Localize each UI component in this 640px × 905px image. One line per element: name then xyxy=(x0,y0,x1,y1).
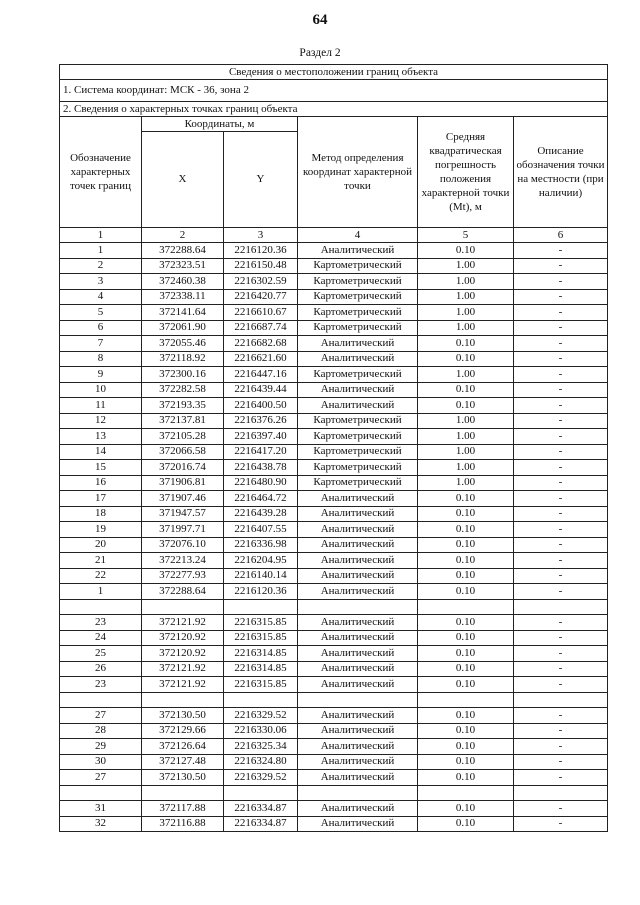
point-id-cell: 20 xyxy=(60,537,142,553)
method-cell: Картометрический xyxy=(298,367,418,383)
point-id-cell: 8 xyxy=(60,351,142,367)
table-row xyxy=(60,568,608,584)
error-cell: 0.10 xyxy=(418,708,514,724)
y-cell: 2216325.34 xyxy=(224,739,298,755)
empty-cell xyxy=(142,692,224,708)
table-row xyxy=(60,584,608,600)
x-cell: 372016.74 xyxy=(142,460,224,476)
point-id-cell: 5 xyxy=(60,305,142,321)
y-cell: 2216315.85 xyxy=(224,630,298,646)
error-cell: 0.10 xyxy=(418,630,514,646)
method-cell: Аналитический xyxy=(298,351,418,367)
description-cell: - xyxy=(514,615,608,631)
table-row xyxy=(60,367,608,383)
table-row xyxy=(60,522,608,538)
method-cell: Аналитический xyxy=(298,553,418,569)
x-cell: 372120.92 xyxy=(142,646,224,662)
point-id-cell: 6 xyxy=(60,320,142,336)
description-cell: - xyxy=(514,537,608,553)
point-id-cell: 21 xyxy=(60,553,142,569)
y-cell: 2216120.36 xyxy=(224,243,298,259)
method-cell: Аналитический xyxy=(298,568,418,584)
header-coordinates: Координаты, м xyxy=(142,117,298,132)
description-cell: - xyxy=(514,398,608,414)
table-row xyxy=(60,336,608,352)
table-row xyxy=(60,460,608,476)
x-cell: 372117.88 xyxy=(142,801,224,817)
table-row xyxy=(60,677,608,693)
error-cell: 0.10 xyxy=(418,646,514,662)
method-cell: Аналитический xyxy=(298,630,418,646)
y-cell: 2216314.85 xyxy=(224,646,298,662)
y-cell: 2216420.77 xyxy=(224,289,298,305)
empty-cell xyxy=(418,599,514,615)
header-method: Метод определения координат характерной точки xyxy=(298,117,418,228)
point-id-cell: 26 xyxy=(60,661,142,677)
empty-cell xyxy=(298,785,418,801)
error-cell: 1.00 xyxy=(418,460,514,476)
error-cell: 0.10 xyxy=(418,553,514,569)
error-cell: 0.10 xyxy=(418,522,514,538)
description-cell: - xyxy=(514,351,608,367)
point-id-cell: 17 xyxy=(60,491,142,507)
x-cell: 372129.66 xyxy=(142,723,224,739)
x-cell: 372061.90 xyxy=(142,320,224,336)
y-cell: 2216315.85 xyxy=(224,677,298,693)
table-row xyxy=(60,491,608,507)
empty-cell xyxy=(418,785,514,801)
error-cell: 0.10 xyxy=(418,537,514,553)
x-cell: 371997.71 xyxy=(142,522,224,538)
coord-system-row xyxy=(60,80,608,102)
x-cell: 372460.38 xyxy=(142,274,224,290)
column-number: 6 xyxy=(514,228,608,243)
method-cell: Картометрический xyxy=(298,289,418,305)
empty-cell xyxy=(60,599,142,615)
x-cell: 372323.51 xyxy=(142,258,224,274)
method-cell: Аналитический xyxy=(298,537,418,553)
error-cell: 0.10 xyxy=(418,770,514,786)
error-cell: 0.10 xyxy=(418,754,514,770)
method-cell: Аналитический xyxy=(298,754,418,770)
empty-cell xyxy=(418,692,514,708)
y-cell: 2216480.90 xyxy=(224,475,298,491)
y-cell: 2216324.80 xyxy=(224,754,298,770)
description-cell: - xyxy=(514,320,608,336)
description-cell: - xyxy=(514,444,608,460)
description-cell: - xyxy=(514,274,608,290)
y-cell: 2216314.85 xyxy=(224,661,298,677)
y-cell: 2216120.36 xyxy=(224,584,298,600)
description-cell: - xyxy=(514,460,608,476)
error-cell: 0.10 xyxy=(418,568,514,584)
point-id-cell: 27 xyxy=(60,770,142,786)
table-row xyxy=(60,289,608,305)
description-cell: - xyxy=(514,754,608,770)
description-cell: - xyxy=(514,491,608,507)
method-cell: Аналитический xyxy=(298,801,418,817)
method-cell: Аналитический xyxy=(298,708,418,724)
empty-cell xyxy=(224,692,298,708)
error-cell: 1.00 xyxy=(418,274,514,290)
point-id-cell: 25 xyxy=(60,646,142,662)
point-id-cell: 16 xyxy=(60,475,142,491)
table-row xyxy=(60,723,608,739)
point-id-cell: 3 xyxy=(60,274,142,290)
empty-cell xyxy=(514,599,608,615)
y-cell: 2216329.52 xyxy=(224,708,298,724)
table-row xyxy=(60,243,608,259)
table-title: Сведения о местоположении границ объекта xyxy=(60,65,608,80)
y-cell: 2216336.98 xyxy=(224,537,298,553)
description-cell: - xyxy=(514,739,608,755)
error-cell: 1.00 xyxy=(418,367,514,383)
x-cell: 372066.58 xyxy=(142,444,224,460)
method-cell: Картометрический xyxy=(298,460,418,476)
method-cell: Аналитический xyxy=(298,615,418,631)
error-cell: 1.00 xyxy=(418,429,514,445)
column-number: 1 xyxy=(60,228,142,243)
x-cell: 372105.28 xyxy=(142,429,224,445)
point-id-cell: 19 xyxy=(60,522,142,538)
point-id-cell: 18 xyxy=(60,506,142,522)
description-cell: - xyxy=(514,801,608,817)
point-id-cell: 23 xyxy=(60,615,142,631)
y-cell: 2216439.44 xyxy=(224,382,298,398)
y-cell: 2216204.95 xyxy=(224,553,298,569)
empty-cell xyxy=(298,692,418,708)
table-row xyxy=(60,661,608,677)
description-cell: - xyxy=(514,258,608,274)
x-cell: 371906.81 xyxy=(142,475,224,491)
method-cell: Картометрический xyxy=(298,305,418,321)
error-cell: 0.10 xyxy=(418,584,514,600)
table-row xyxy=(60,351,608,367)
error-cell: 0.10 xyxy=(418,243,514,259)
error-cell: 1.00 xyxy=(418,413,514,429)
table-row xyxy=(60,382,608,398)
point-id-cell: 27 xyxy=(60,708,142,724)
point-id-cell: 4 xyxy=(60,289,142,305)
description-cell: - xyxy=(514,522,608,538)
description-cell: - xyxy=(514,584,608,600)
description-cell: - xyxy=(514,677,608,693)
y-cell: 2216315.85 xyxy=(224,615,298,631)
error-cell: 0.10 xyxy=(418,723,514,739)
x-cell: 372141.64 xyxy=(142,305,224,321)
x-cell: 372277.93 xyxy=(142,568,224,584)
point-id-cell: 14 xyxy=(60,444,142,460)
header-error: Средняя квадратическая погрешность положения характерной точки (Mt), м xyxy=(418,117,514,228)
error-cell: 1.00 xyxy=(418,305,514,321)
y-cell: 2216397.40 xyxy=(224,429,298,445)
description-cell: - xyxy=(514,708,608,724)
method-cell: Аналитический xyxy=(298,584,418,600)
description-cell: - xyxy=(514,553,608,569)
x-cell: 372126.64 xyxy=(142,739,224,755)
y-cell: 2216439.28 xyxy=(224,506,298,522)
header-row-1 xyxy=(60,117,608,132)
description-cell: - xyxy=(514,367,608,383)
empty-cell xyxy=(60,785,142,801)
description-cell: - xyxy=(514,429,608,445)
section-label: Раздел 2 xyxy=(299,47,341,59)
y-cell: 2216464.72 xyxy=(224,491,298,507)
empty-cell xyxy=(142,599,224,615)
description-cell: - xyxy=(514,661,608,677)
empty-cell xyxy=(514,785,608,801)
method-cell: Картометрический xyxy=(298,429,418,445)
x-cell: 372130.50 xyxy=(142,770,224,786)
y-cell: 2216407.55 xyxy=(224,522,298,538)
x-cell: 372121.92 xyxy=(142,677,224,693)
method-cell: Аналитический xyxy=(298,770,418,786)
column-number: 4 xyxy=(298,228,418,243)
y-cell: 2216334.87 xyxy=(224,801,298,817)
y-cell: 2216376.26 xyxy=(224,413,298,429)
error-cell: 0.10 xyxy=(418,739,514,755)
table-row xyxy=(60,429,608,445)
column-number: 3 xyxy=(224,228,298,243)
method-cell: Аналитический xyxy=(298,522,418,538)
x-cell: 372300.16 xyxy=(142,367,224,383)
table-row xyxy=(60,413,608,429)
method-cell: Картометрический xyxy=(298,413,418,429)
error-cell: 0.10 xyxy=(418,661,514,677)
point-id-cell: 29 xyxy=(60,739,142,755)
y-cell: 2216682.68 xyxy=(224,336,298,352)
table-row xyxy=(60,801,608,817)
table-row xyxy=(60,506,608,522)
error-cell: 0.10 xyxy=(418,336,514,352)
method-cell: Аналитический xyxy=(298,739,418,755)
point-id-cell: 1 xyxy=(60,243,142,259)
description-cell: - xyxy=(514,568,608,584)
x-cell: 372338.11 xyxy=(142,289,224,305)
header-y: Y xyxy=(224,132,298,228)
y-cell: 2216621.60 xyxy=(224,351,298,367)
table-row xyxy=(60,537,608,553)
method-cell: Картометрический xyxy=(298,444,418,460)
table-row xyxy=(60,444,608,460)
empty-cell xyxy=(224,785,298,801)
y-cell: 2216302.59 xyxy=(224,274,298,290)
column-number: 5 xyxy=(418,228,514,243)
x-cell: 372121.92 xyxy=(142,661,224,677)
description-cell: - xyxy=(514,506,608,522)
point-id-cell: 2 xyxy=(60,258,142,274)
table-row xyxy=(60,754,608,770)
description-cell: - xyxy=(514,382,608,398)
column-numbers-row xyxy=(60,228,608,243)
y-cell: 2216610.67 xyxy=(224,305,298,321)
table-title-row xyxy=(60,65,608,80)
point-id-cell: 13 xyxy=(60,429,142,445)
table-row xyxy=(60,320,608,336)
page-number: 64 xyxy=(312,12,328,28)
x-cell: 372121.92 xyxy=(142,615,224,631)
error-cell: 1.00 xyxy=(418,475,514,491)
coordinates-table xyxy=(59,64,608,832)
x-cell: 372055.46 xyxy=(142,336,224,352)
separator-row xyxy=(60,599,608,615)
description-cell: - xyxy=(514,413,608,429)
point-id-cell: 32 xyxy=(60,816,142,832)
empty-cell xyxy=(142,785,224,801)
x-cell: 372213.24 xyxy=(142,553,224,569)
y-cell: 2216334.87 xyxy=(224,816,298,832)
error-cell: 0.10 xyxy=(418,816,514,832)
method-cell: Аналитический xyxy=(298,816,418,832)
x-cell: 372288.64 xyxy=(142,243,224,259)
method-cell: Аналитический xyxy=(298,382,418,398)
empty-cell xyxy=(224,599,298,615)
column-number: 2 xyxy=(142,228,224,243)
header-description: Описание обозначения точки на местности (при наличии) xyxy=(514,117,608,228)
table-row xyxy=(60,816,608,832)
y-cell: 2216330.06 xyxy=(224,723,298,739)
method-cell: Аналитический xyxy=(298,723,418,739)
error-cell: 1.00 xyxy=(418,289,514,305)
point-id-cell: 30 xyxy=(60,754,142,770)
separator-row xyxy=(60,692,608,708)
x-cell: 372282.58 xyxy=(142,382,224,398)
x-cell: 372120.92 xyxy=(142,630,224,646)
point-id-cell: 22 xyxy=(60,568,142,584)
x-cell: 372118.92 xyxy=(142,351,224,367)
method-cell: Аналитический xyxy=(298,336,418,352)
point-id-cell: 28 xyxy=(60,723,142,739)
x-cell: 372127.48 xyxy=(142,754,224,770)
y-cell: 2216150.48 xyxy=(224,258,298,274)
description-cell: - xyxy=(514,289,608,305)
method-cell: Картометрический xyxy=(298,320,418,336)
coord-system: 1. Система координат: МСК - 36, зона 2 xyxy=(60,80,608,102)
description-cell: - xyxy=(514,305,608,321)
table-row xyxy=(60,274,608,290)
error-cell: 0.10 xyxy=(418,491,514,507)
table-row xyxy=(60,475,608,491)
method-cell: Аналитический xyxy=(298,646,418,662)
error-cell: 0.10 xyxy=(418,801,514,817)
error-cell: 0.10 xyxy=(418,677,514,693)
point-id-cell: 1 xyxy=(60,584,142,600)
method-cell: Аналитический xyxy=(298,506,418,522)
y-cell: 2216438.78 xyxy=(224,460,298,476)
point-id-cell: 12 xyxy=(60,413,142,429)
table-row xyxy=(60,770,608,786)
points-heading: 2. Сведения о характерных точках границ объекта xyxy=(60,102,608,117)
description-cell: - xyxy=(514,475,608,491)
error-cell: 1.00 xyxy=(418,258,514,274)
y-cell: 2216140.14 xyxy=(224,568,298,584)
description-cell: - xyxy=(514,243,608,259)
point-id-cell: 15 xyxy=(60,460,142,476)
method-cell: Аналитический xyxy=(298,677,418,693)
y-cell: 2216329.52 xyxy=(224,770,298,786)
table-row xyxy=(60,615,608,631)
table-row xyxy=(60,258,608,274)
point-id-cell: 7 xyxy=(60,336,142,352)
error-cell: 0.10 xyxy=(418,351,514,367)
y-cell: 2216447.16 xyxy=(224,367,298,383)
header-designation: Обозначение характерных точек границ xyxy=(60,117,142,228)
x-cell: 372137.81 xyxy=(142,413,224,429)
error-cell: 0.10 xyxy=(418,382,514,398)
table-row xyxy=(60,553,608,569)
error-cell: 0.10 xyxy=(418,398,514,414)
x-cell: 371947.57 xyxy=(142,506,224,522)
method-cell: Аналитический xyxy=(298,661,418,677)
description-cell: - xyxy=(514,816,608,832)
method-cell: Картометрический xyxy=(298,274,418,290)
header-x: X xyxy=(142,132,224,228)
method-cell: Картометрический xyxy=(298,258,418,274)
table-row xyxy=(60,708,608,724)
table-row xyxy=(60,739,608,755)
points-heading-row xyxy=(60,102,608,117)
x-cell: 372130.50 xyxy=(142,708,224,724)
table-row xyxy=(60,646,608,662)
table-row xyxy=(60,630,608,646)
point-id-cell: 9 xyxy=(60,367,142,383)
x-cell: 372288.64 xyxy=(142,584,224,600)
empty-cell xyxy=(298,599,418,615)
y-cell: 2216400.50 xyxy=(224,398,298,414)
point-id-cell: 11 xyxy=(60,398,142,414)
table-row xyxy=(60,398,608,414)
point-id-cell: 23 xyxy=(60,677,142,693)
method-cell: Аналитический xyxy=(298,243,418,259)
description-cell: - xyxy=(514,646,608,662)
description-cell: - xyxy=(514,336,608,352)
error-cell: 1.00 xyxy=(418,444,514,460)
x-cell: 372193.35 xyxy=(142,398,224,414)
x-cell: 372116.88 xyxy=(142,816,224,832)
x-cell: 372076.10 xyxy=(142,537,224,553)
point-id-cell: 31 xyxy=(60,801,142,817)
description-cell: - xyxy=(514,630,608,646)
error-cell: 0.10 xyxy=(418,615,514,631)
method-cell: Аналитический xyxy=(298,491,418,507)
description-cell: - xyxy=(514,723,608,739)
method-cell: Картометрический xyxy=(298,475,418,491)
point-id-cell: 24 xyxy=(60,630,142,646)
error-cell: 1.00 xyxy=(418,320,514,336)
y-cell: 2216687.74 xyxy=(224,320,298,336)
table-row xyxy=(60,305,608,321)
method-cell: Аналитический xyxy=(298,398,418,414)
separator-row xyxy=(60,785,608,801)
empty-cell xyxy=(514,692,608,708)
error-cell: 0.10 xyxy=(418,506,514,522)
point-id-cell: 10 xyxy=(60,382,142,398)
empty-cell xyxy=(60,692,142,708)
description-cell: - xyxy=(514,770,608,786)
x-cell: 371907.46 xyxy=(142,491,224,507)
y-cell: 2216417.20 xyxy=(224,444,298,460)
